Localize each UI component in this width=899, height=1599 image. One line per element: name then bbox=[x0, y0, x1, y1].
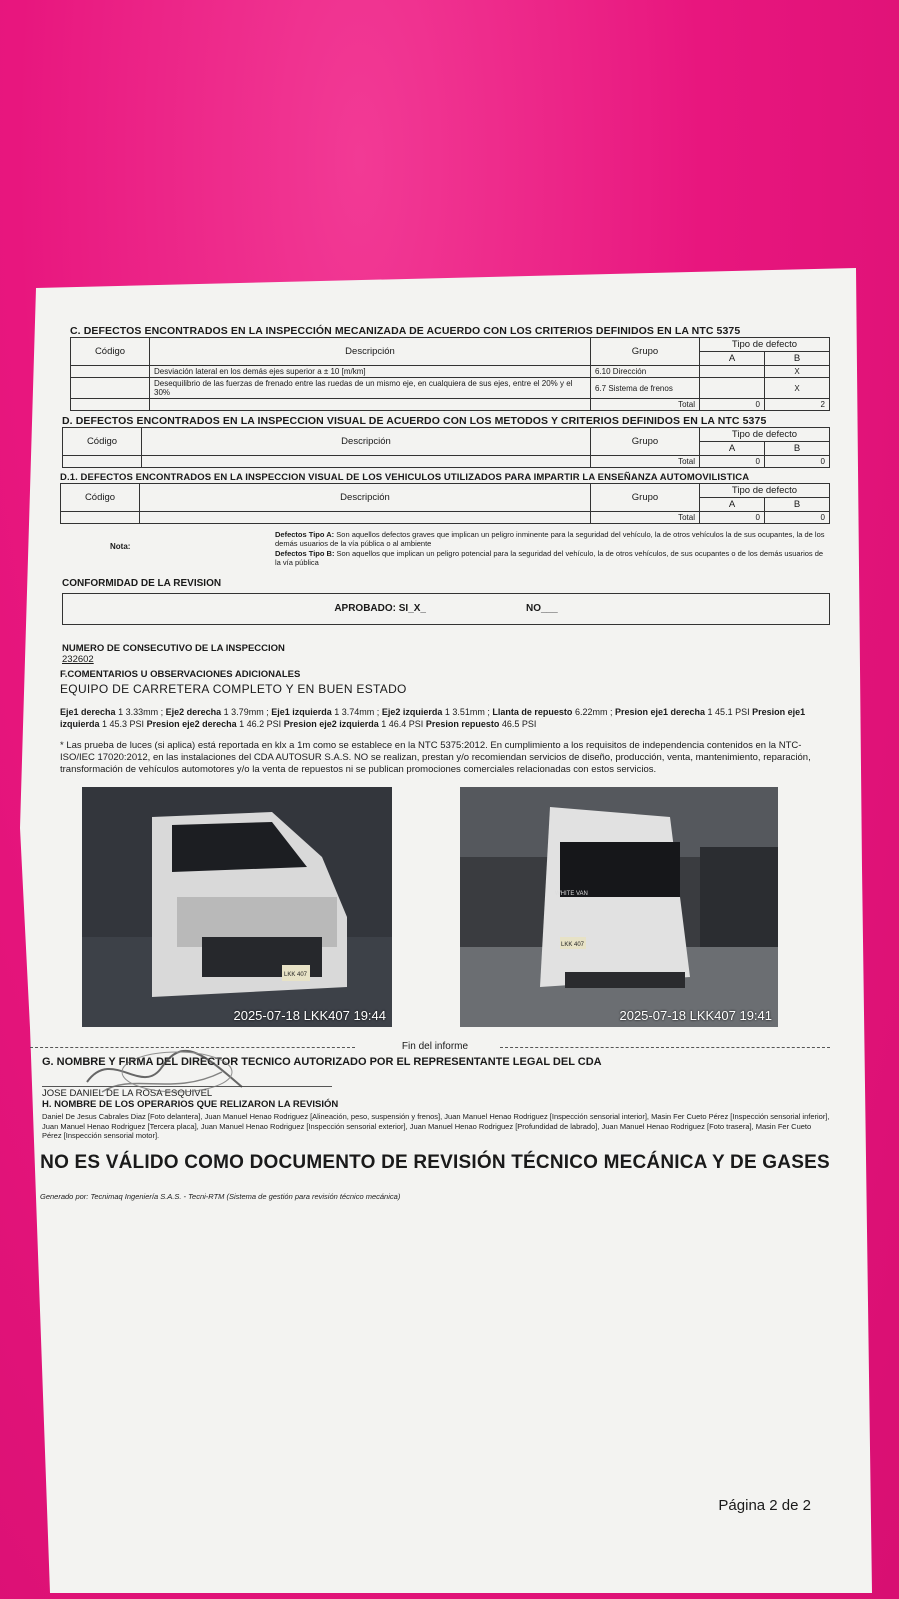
tipo-b-label: Defectos Tipo B: bbox=[275, 548, 335, 558]
total-row bbox=[71, 399, 830, 411]
comentarios-label: F.COMENTARIOS U OBSERVACIONES ADICIONALES bbox=[60, 668, 301, 680]
col-b: B bbox=[765, 352, 830, 366]
rear-photo bbox=[460, 787, 778, 1027]
operarios-text: Daniel De Jesus Cabrales Diaz [Foto delantera], Juan Manuel Henao Rodriguez [Alineación, peso, suspensión y frenos], Juan Manuel Henao Rodriguez [Inspección sensorial interior], Masin Fer Cueto Pérez [Inspección sensorial inferior], Juan Manuel Henao Rodriguez [Tercera placa], Juan Manuel Henao Rodriguez [Inspección sensorial exterior], Juan Manuel Henao Rodriguez [Profundidad de labrado], Juan Manuel Henao Rodriguez [Foto trasera], Masin Fer Cueto Pérez [Inspección sensorial motor]. bbox=[42, 1111, 830, 1141]
section-c-table bbox=[70, 337, 830, 411]
total-row bbox=[63, 456, 830, 468]
comentarios bbox=[60, 669, 830, 777]
total-b: 0 bbox=[765, 512, 830, 524]
col-code: Código bbox=[61, 484, 140, 512]
van-front-icon bbox=[82, 787, 392, 1027]
total-label: Total bbox=[591, 456, 700, 468]
col-b: B bbox=[765, 442, 830, 456]
page-number: Página 2 de 2 bbox=[718, 1497, 811, 1514]
signature-stamp-icon bbox=[82, 1042, 252, 1102]
row-a bbox=[700, 366, 765, 378]
consecutivo bbox=[62, 643, 830, 665]
tipo-b-text: Son aquellos que implican un peligro potencial para la seguridad del vehículo, la de otros vehículos, de sus ocupantes o de los demás usuarios de la vía pública bbox=[275, 548, 824, 568]
total-b: 2 bbox=[765, 399, 830, 411]
section-d-title: D. DEFECTOS ENCONTRADOS EN LA INSPECCION VISUAL DE ACUERDO CON LOS METODOS Y CRITERIOS DEFINIDOS EN LA NTC 5375 bbox=[62, 415, 767, 427]
col-desc: Descripción bbox=[140, 484, 591, 512]
nota bbox=[40, 530, 830, 568]
svg-text:WHITE VAN: WHITE VAN bbox=[555, 890, 588, 897]
row-desc: Desviación lateral en los demás ejes superior a ± 10 [m/km] bbox=[150, 366, 591, 378]
total-b: 0 bbox=[765, 456, 830, 468]
row-code bbox=[71, 366, 150, 378]
nota-luces: * Las prueba de luces (si aplica) está reportada en klx a 1m como se establece en la NTC 5375:2012. En cumplimiento a los requisitos de independencia contenidos en la NTC-ISO/IEC 17020:2012, en las instalaciones del CDA AUTOSUR S.A.S. NO se realizan, prestan y/o recomiendan servicios de diseño, producción, venta, mantenimiento, reparación, transformación de vehículos automotores y/o la venta de repuestos ni se publican promociones comerciales relacionadas con estos servicios. bbox=[60, 739, 811, 776]
col-a: A bbox=[700, 442, 765, 456]
row-b: X bbox=[765, 378, 830, 399]
table-row bbox=[71, 366, 830, 378]
total-a: 0 bbox=[700, 512, 765, 524]
col-a: A bbox=[700, 352, 765, 366]
svg-text:LKK 407: LKK 407 bbox=[284, 971, 308, 978]
fin-del-informe: Fin del informe bbox=[40, 1041, 830, 1052]
tipo-a-label: Defectos Tipo A: bbox=[275, 530, 335, 539]
aprobado-no: NO___ bbox=[526, 603, 558, 614]
section-h-title: H. NOMBRE DE LOS OPERARIOS QUE RELIZARON LA REVISIÓN bbox=[42, 1098, 339, 1110]
row-group: 6.7 Sistema de frenos bbox=[591, 378, 700, 399]
van-rear-icon bbox=[460, 787, 778, 1027]
section-d1-table bbox=[60, 483, 830, 524]
row-group: 6.10 Dirección bbox=[591, 366, 700, 378]
nota-label: Nota: bbox=[110, 542, 131, 551]
aprobado-si: APROBADO: SI_X_ bbox=[334, 603, 426, 614]
row-a bbox=[700, 378, 765, 399]
svg-text:LKK 407: LKK 407 bbox=[561, 941, 585, 948]
col-group: Grupo bbox=[591, 338, 700, 366]
document bbox=[40, 325, 830, 1201]
section-h bbox=[42, 1099, 830, 1141]
col-desc: Descripción bbox=[142, 428, 591, 456]
col-type: Tipo de defecto bbox=[700, 338, 830, 352]
table-row bbox=[71, 378, 830, 399]
col-desc: Descripción bbox=[150, 338, 591, 366]
generado-por: Generado por: Tecnimaq Ingeniería S.A.S. - Tecni-RTM (Sistema de gestión para revisión técnico mecánica) bbox=[40, 1191, 401, 1201]
col-code: Código bbox=[71, 338, 150, 366]
section-g-title: G. NOMBRE Y FIRMA DEL DIRECTOR TECNICO AUTORIZADO POR EL REPRESENTANTE LEGAL DEL CDA bbox=[42, 1055, 602, 1068]
section-d1-title: D.1. DEFECTOS ENCONTRADOS EN LA INSPECCION VISUAL DE LOS VEHICULOS UTILIZADOS PARA IMPARTIR LA ENSEÑANZA AUTOMOVILISTICA bbox=[60, 472, 750, 483]
front-photo bbox=[82, 787, 392, 1027]
section-g bbox=[42, 1056, 830, 1099]
section-c-title: C. DEFECTOS ENCONTRADOS EN LA INSPECCIÓN MECANIZADA DE ACUERDO CON LOS CRITERIOS DEFINIDOS EN LA NTC 5375 bbox=[70, 325, 741, 337]
row-desc: Desequilibrio de las fuerzas de frenado entre las ruedas de un mismo eje, en cualquiera de sus ejes, entre el 20% y el 30% bbox=[150, 378, 591, 399]
col-a: A bbox=[700, 498, 765, 512]
col-group: Grupo bbox=[591, 428, 700, 456]
col-code: Código bbox=[63, 428, 142, 456]
section-d1 bbox=[60, 472, 830, 524]
col-type: Tipo de defecto bbox=[700, 428, 830, 442]
total-row bbox=[61, 512, 830, 524]
total-a: 0 bbox=[700, 456, 765, 468]
total-label: Total bbox=[591, 399, 700, 411]
conformidad-title: CONFORMIDAD DE LA REVISION bbox=[62, 577, 222, 589]
col-b: B bbox=[765, 498, 830, 512]
col-group: Grupo bbox=[591, 484, 700, 512]
mediciones: Eje1 derecha 1 3.33mm ; Eje2 derecha 1 3.79mm ; Eje1 izquierda 1 3.74mm ; Eje2 izquierda 1 3.51mm ; Llanta de repuesto 6.22mm ; Presion eje1 derecha 1 45.1 PSI Presion eje1 izquierda 1 45.3 PSI Presion eje2 derecha 1 46.2 PSI Presion eje2 izquierda 1 46.4 PSI Presion repuesto 46.5 PSI bbox=[60, 706, 806, 729]
total-label: Total bbox=[591, 512, 700, 524]
divider bbox=[500, 1047, 830, 1048]
warning-text: NO ES VÁLIDO COMO DOCUMENTO DE REVISIÓN TÉCNICO MECÁNICA Y DE GASES bbox=[40, 1152, 830, 1174]
conformidad-box bbox=[62, 593, 830, 625]
tipo-a-text: Son aquellos defectos graves que implican un peligro inminente para la seguridad del vehículo, la de otros vehículos la de sus ocupantes, la de los demás usuarios de la vía pública o al ambiente bbox=[275, 530, 825, 549]
total-a: 0 bbox=[700, 399, 765, 411]
section-d bbox=[62, 415, 830, 468]
row-code bbox=[71, 378, 150, 399]
section-c bbox=[70, 325, 830, 411]
col-type: Tipo de defecto bbox=[700, 484, 830, 498]
rear-photo-stamp: 2025-07-18 LKK407 19:41 bbox=[619, 1007, 772, 1023]
equipo-text: EQUIPO DE CARRETERA COMPLETO Y EN BUEN ESTADO bbox=[60, 681, 407, 696]
row-b: X bbox=[765, 366, 830, 378]
consecutivo-value: 232602 bbox=[62, 653, 94, 665]
director-name: JOSE DANIEL DE LA ROSA ESQUIVEL bbox=[42, 1086, 332, 1099]
consecutivo-label: NUMERO DE CONSECUTIVO DE LA INSPECCION bbox=[62, 642, 285, 654]
vehicle-photos bbox=[40, 787, 830, 1037]
section-d-table bbox=[62, 427, 830, 468]
front-photo-stamp: 2025-07-18 LKK407 19:44 bbox=[233, 1007, 386, 1023]
